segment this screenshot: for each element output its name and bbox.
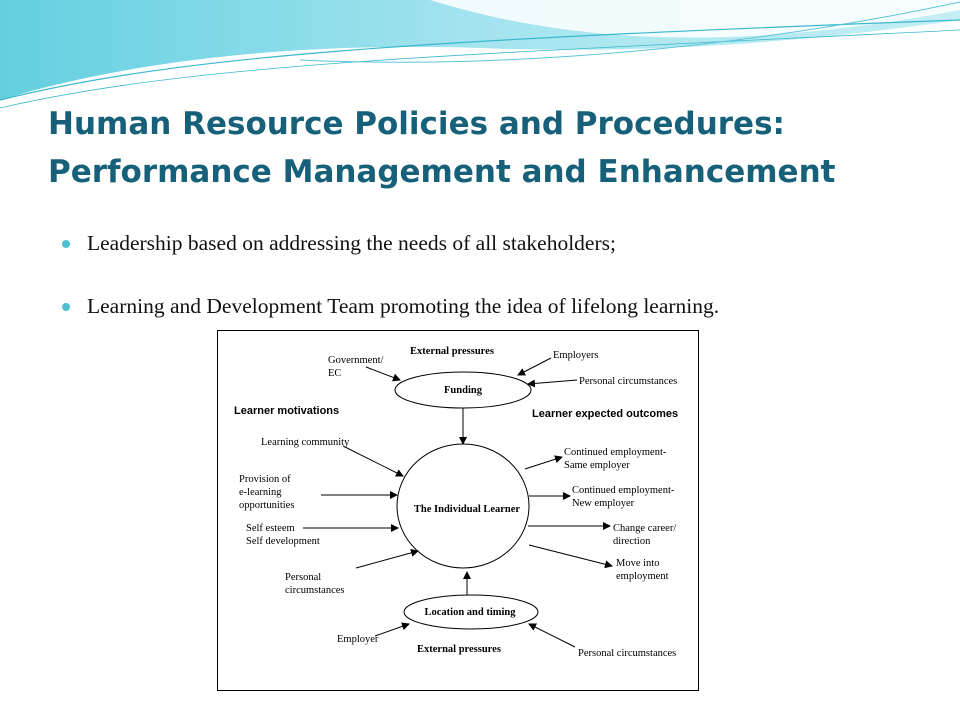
title-line-1: Human Resource Policies and Procedures: — [48, 106, 785, 142]
same-employer-outcome-label — [564, 446, 666, 472]
personal-circumstances-motivation-label — [285, 571, 344, 597]
slide-title — [48, 100, 928, 196]
bullet-item: Learning and Development Team promoting the idea of lifelong learning. — [62, 289, 719, 323]
move-employment-outcome-label — [616, 557, 669, 583]
external-pressures-top-heading: External pressures — [410, 346, 494, 357]
external-pressures-bottom-heading: External pressures — [417, 644, 501, 655]
new-employer-label-line: Continued employment- — [572, 485, 675, 496]
new-employer-outcome-label — [572, 484, 674, 510]
arrow-employer-bottom — [375, 624, 409, 636]
same-employer-label-line: Continued employment- — [564, 447, 667, 458]
elearning-label — [239, 473, 294, 512]
title-line-2: Performance Management and Enhancement — [48, 154, 836, 190]
government-label-line: EC — [328, 368, 342, 379]
elearning-label-line: Provision of — [239, 474, 291, 485]
arrow-personal-motiv — [356, 551, 418, 568]
new-employer-label-line: New employer — [572, 498, 635, 509]
arrow-employers — [518, 358, 551, 375]
personal-circumstances-bottom-label: Personal circumstances — [578, 648, 677, 659]
change-career-label-line: direction — [613, 536, 651, 547]
self-esteem-label — [246, 522, 320, 548]
same-employer-label-line: Same employer — [564, 460, 630, 471]
arrow-community — [343, 446, 403, 476]
bullet-list — [62, 226, 719, 323]
arrow-same-employer — [525, 457, 562, 469]
learner-motivations-heading: Learner motivations — [234, 405, 340, 417]
elearning-label-line: opportunities — [239, 500, 295, 511]
learning-community-label: Learning community — [261, 437, 350, 448]
self-esteem-label-line: Self esteem — [246, 523, 295, 534]
change-career-label-line: Change career/ — [613, 523, 677, 534]
government-label — [328, 354, 383, 380]
arrow-personal-bottom — [529, 624, 575, 647]
elearning-label-line: e-learning — [239, 487, 282, 498]
center-node-label: The Individual Learner — [413, 504, 521, 515]
move-employment-label-line: Move into — [616, 558, 660, 569]
arrow-move-employment — [529, 545, 612, 566]
personal-motivation-label-line: Personal — [285, 572, 322, 583]
learner-outcomes-heading: Learner expected outcomes — [532, 408, 679, 420]
personal-motivation-label-line: circumstances — [285, 585, 345, 596]
change-career-outcome-label — [613, 522, 676, 548]
arrow-personal-top — [528, 380, 577, 384]
employers-label: Employers — [553, 350, 599, 361]
learner-diagram — [217, 330, 699, 691]
government-label-line: Government/ — [328, 355, 384, 366]
bullet-item: Leadership based on addressing the needs of all stakeholders; — [62, 226, 719, 260]
funding-node-label: Funding — [444, 385, 482, 396]
personal-circumstances-top-label: Personal circumstances — [579, 376, 678, 387]
employer-bottom-label: Employer — [337, 634, 379, 645]
location-node-label: Location and timing — [424, 607, 516, 618]
move-employment-label-line: employment — [616, 571, 669, 582]
self-esteem-label-line: Self development — [246, 536, 320, 547]
